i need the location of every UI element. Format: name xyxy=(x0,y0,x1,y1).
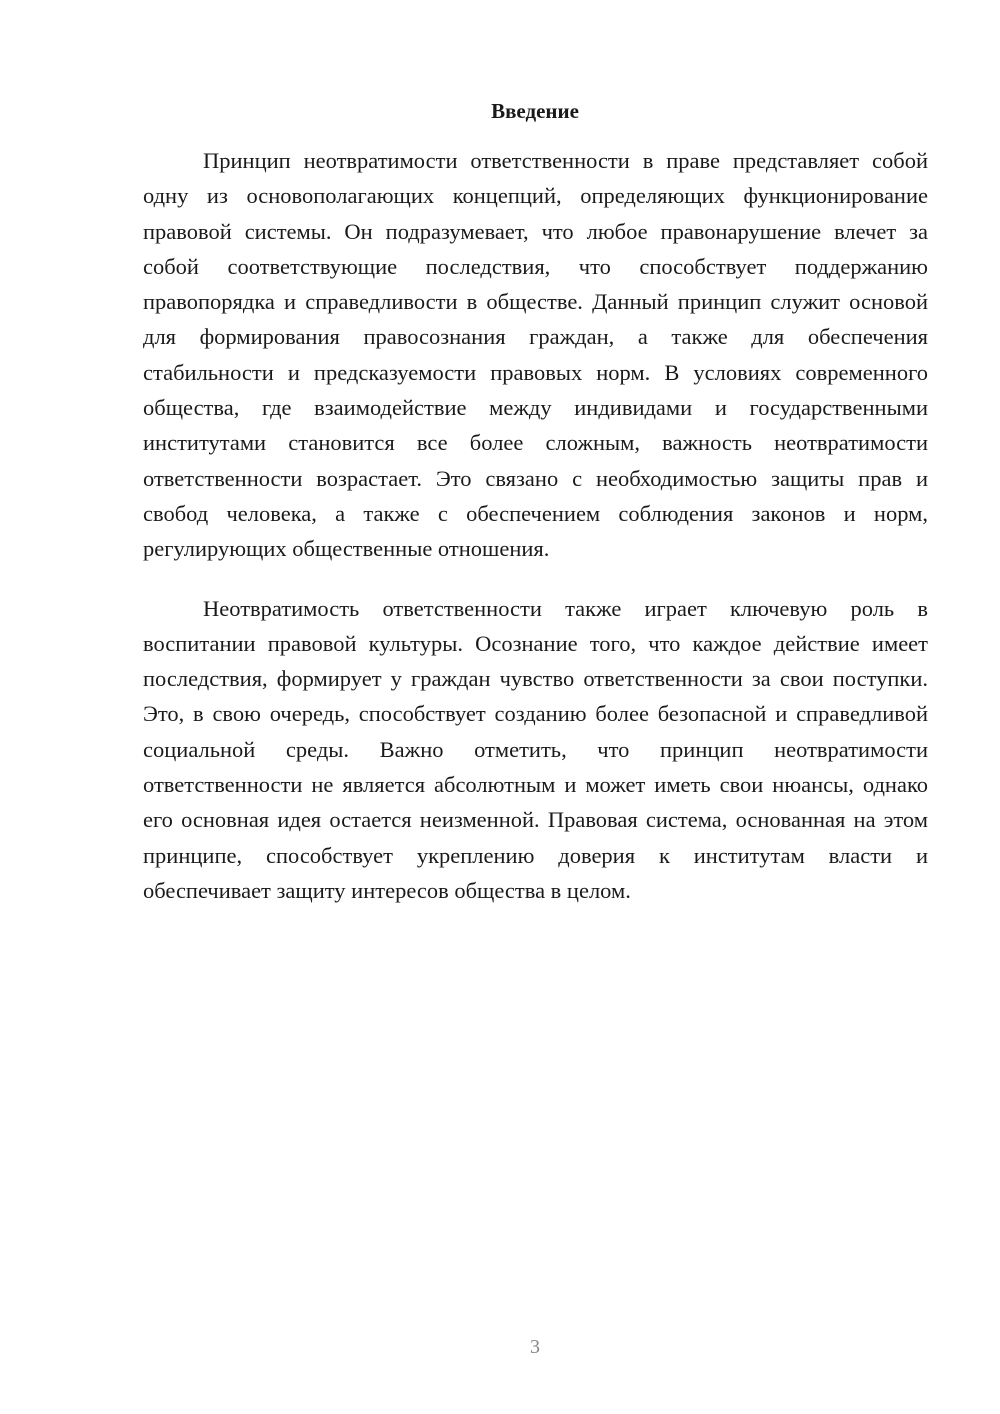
document-body xyxy=(143,143,928,908)
paragraph-1: Принцип неотвратимости ответственности в праве представляет собой одну из основополагающих концепций, определяющих функционирование правовой системы. Он подразумевает, что любое правонарушение влечет за собой соответствующие последствия, что способствует поддержанию правопорядка и справедливости в обществе. Данный принцип служит основой для формирования правосознания граждан, а также для обеспечения стабильности и предсказуемости правовых норм. В условиях современного общества, где взаимодействие между индивидами и государственными институтами становится все более сложным, важность неотвратимости ответственности возрастает. Это связано с необходимостью защиты прав и свобод человека, а также с обеспечением соблюдения законов и норм, регулирующих общественные отношения. xyxy=(143,148,928,562)
page-title: Введение xyxy=(491,99,579,123)
paragraph-2: Неотвратимость ответственности также играет ключевую роль в воспитании правовой культуры. Осознание того, что каждое действие имеет последствия, формирует у граждан чувство ответственности за свои поступки. Это, в свою очередь, способствует созданию более безопасной и справедливой социальной среды. Важно отметить, что принцип неотвратимости ответственности не является абсолютным и может иметь свои нюансы, однако его основная идея остается неизменной. Правовая система, основанная на этом принципе, способствует укреплению доверия к институтам власти и обеспечивает защиту интересов общества в целом. xyxy=(143,595,928,903)
page-number: 3 xyxy=(530,1336,540,1358)
